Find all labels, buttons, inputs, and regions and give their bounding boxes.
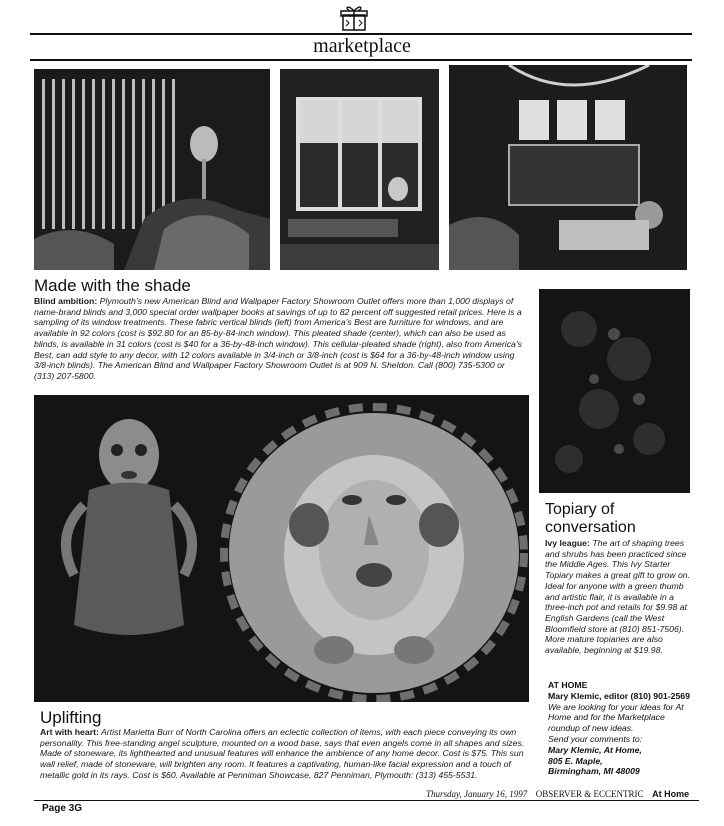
masthead-bottom-rule bbox=[30, 59, 692, 61]
footer-paper: OBSERVER & ECCENTRIC bbox=[535, 789, 644, 799]
at-home-address-name: Mary Klemic, At Home, bbox=[548, 744, 642, 755]
at-home-address-street: 805 E. Maple, bbox=[548, 755, 603, 766]
at-home-box bbox=[548, 680, 698, 777]
photo-ivy-topiary bbox=[539, 289, 690, 493]
uplifting-headline: Uplifting bbox=[40, 708, 102, 727]
section-title: marketplace bbox=[313, 35, 411, 57]
topiary-headline-line1: Topiary of bbox=[545, 501, 615, 518]
uplifting-text: Artist Marietta Burr of North Carolina offers an eclectic collection of items, with each piece conveying its own personality. This free-standing angel sculpture, mounted on a wood base, says that even angels come in all shapes and sizes. Made of stoneware, its lighthearted and unusual features will enhance the ambience of any home decor. Cost is $75. This sun wall relief, made of stoneware, will brighten any room. It features a captivating, human-like facial expression and a touch of metallic gold in its rays. Cost is $60. Available at Penniman Showcase, 827 Penniman, Plymouth: (313) 455-5531. bbox=[40, 727, 525, 780]
photo-cellular-shade bbox=[449, 65, 687, 270]
footer-date: Thursday, January 16, 1997 bbox=[426, 789, 528, 799]
topiary-text: The art of shaping trees and shrubs has been practiced since the Middle Ages. This Ivy Starter Topiary makes a great gift to grow on. Ideal for anyone with a green thumb and artistic flair, it is available in a three-inch pot and retails for $9.98 at English Gardens (call the West Bloomfield store at (810) 851-7506). More mature topiaries are also available, beginning at $19.98. bbox=[545, 538, 691, 656]
at-home-title: AT HOME bbox=[548, 680, 588, 690]
shade-story-text: Plymouth’s new American Blind and Wallpaper Factory Showroom Outlet offers more than 1,000 displays of name-brand blinds and 3,000 special order wallpaper books at savings of up to 82 percent off suggested retail prices. Here is a sampling of its window treatments. These fabric vertical blinds (left) from America’s Best are furniture for windows, and are available in 92 colors (cost is $92.80 for an 85-by-84-inch window). This pleated shade (center), which can also be used as blinds, is available in 31 colors (cost is $40 for a 36-by-48-inch window). This cellular-pleated shade (right), also from America’s Best, can add style to any decor, with 12 colors available in 3/4-inch or 3/8-inch (cost is $64 for a 36-by-48-inch window using 3/8-inch blinds). The American Blind and Wallpaper Factory Showroom Outlet is at 909 N. Sheldon. Call (800) 735-5300 or (313) 207-5800. bbox=[34, 296, 523, 381]
topiary-headline-line2: conversation bbox=[545, 519, 636, 536]
shade-story-lead: Blind ambition: bbox=[34, 296, 98, 306]
at-home-address-city: Birmingham, MI 48009 bbox=[548, 766, 640, 777]
footer-section: At Home bbox=[652, 789, 690, 799]
at-home-editor: Mary Klemic, editor (810) 901-2569 bbox=[548, 690, 690, 701]
topiary-lead: Ivy league: bbox=[545, 538, 590, 548]
uplifting-lead: Art with heart: bbox=[40, 727, 99, 737]
topiary-body bbox=[545, 538, 691, 656]
footer-date-line bbox=[426, 789, 716, 800]
photo-angel-and-sun-relief bbox=[34, 395, 529, 702]
shade-story-headline: Made with the shade bbox=[34, 276, 191, 295]
at-home-invite: We are looking for your ideas for At Home and for the Marketplace roundup of new ideas. bbox=[548, 701, 684, 734]
masthead-icon bbox=[339, 4, 369, 32]
page-number: Page 3G bbox=[42, 803, 83, 814]
shade-story-body bbox=[34, 296, 524, 382]
photo-pleated-shade bbox=[280, 69, 439, 270]
footer-rule bbox=[34, 800, 699, 801]
at-home-send: Send your comments to: bbox=[548, 733, 643, 744]
photo-vertical-blinds bbox=[34, 69, 270, 270]
uplifting-body bbox=[40, 727, 532, 781]
